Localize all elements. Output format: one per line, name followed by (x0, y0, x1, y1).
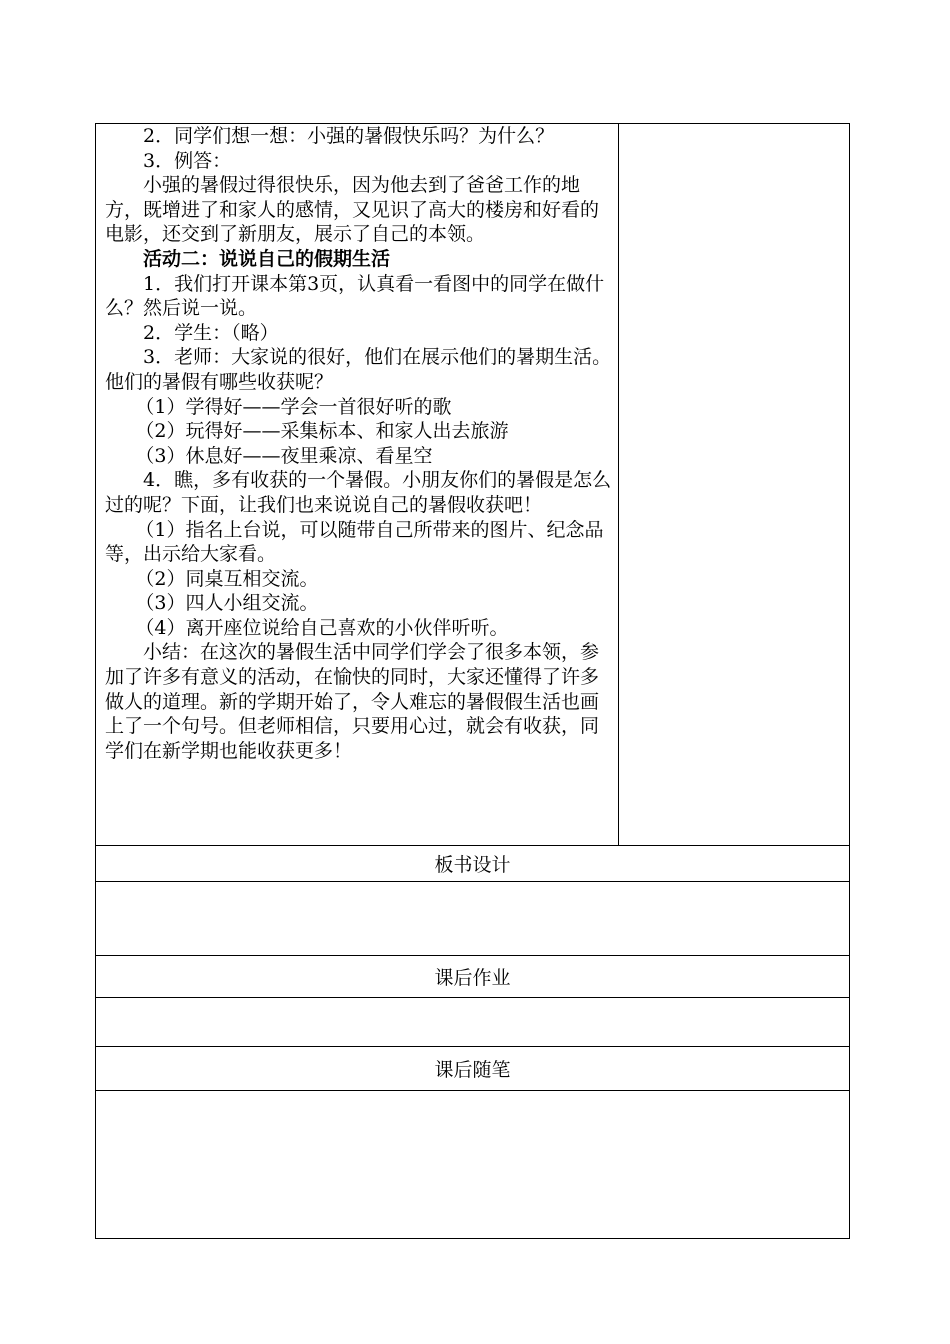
paragraph: 2．学生：（略） (143, 321, 279, 344)
homework-title: 课后作业 (434, 967, 511, 989)
lesson-content (105, 124, 613, 763)
list-item: （2）同桌互相交流。 (135, 567, 319, 590)
paragraph: 3．例答： (143, 149, 232, 172)
summary-paragraph: 小结：在这次的暑假生活中同学们学会了很多本领，参加了许多有意义的活动，在愉快的同时，大家还懂得了许多做人的道理。新的学期开始了，令人难忘的暑假假生活也画上了一个句号。但老师相信，只要用心过，就会有收获，同学们在新学期也能收获更多！ (105, 641, 600, 762)
notes-title: 课后随笔 (434, 1059, 511, 1081)
notes-area (95, 1090, 850, 1239)
homework-header (95, 955, 850, 998)
paragraph: 1．我们打开课本第3页，认真看一看图中的同学在做什么？然后说一说。 (105, 272, 605, 320)
homework-area (95, 997, 850, 1047)
activity-heading: 活动二：说说自己的假期生活 (143, 247, 391, 270)
notes-header (95, 1046, 850, 1091)
list-item: （2）玩得好——采集标本、和家人出去旅游 (135, 420, 509, 443)
paragraph: 4．瞧，多有收获的一个暑假。小朋友你们的暑假是怎么过的呢？下面，让我们也来说说自己的暑假收获吧！ (105, 469, 612, 516)
board-design-header (95, 845, 850, 882)
list-item: （3）四人小组交流。 (135, 592, 319, 615)
paragraph: 小强的暑假过得很快乐，因为他去到了爸爸工作的地方，既增进了和家人的感情，又见识了高大的楼房和好看的电影，还交到了新朋友，展示了自己的本领。 (105, 174, 600, 246)
list-item: （1）学得好——学会一首很好听的歌 (135, 395, 452, 418)
side-notes-cell (618, 123, 850, 846)
list-item: （3）休息好——夜里乘凉、看星空 (135, 444, 433, 467)
paragraph: 2．同学们想一想：小强的暑假快乐吗？为什么？ (143, 125, 555, 147)
paragraph: 3．老师：大家说的很好，他们在展示他们的暑期生活。他们的暑假有哪些收获呢？ (105, 346, 612, 393)
list-item: （1）指名上台说，可以随带自己所带来的图片、纪念品等，出示给大家看。 (105, 518, 604, 566)
board-design-area (95, 881, 850, 956)
board-design-title: 板书设计 (434, 854, 511, 876)
list-item: （4）离开座位说给自己喜欢的小伙伴听听。 (135, 616, 509, 639)
